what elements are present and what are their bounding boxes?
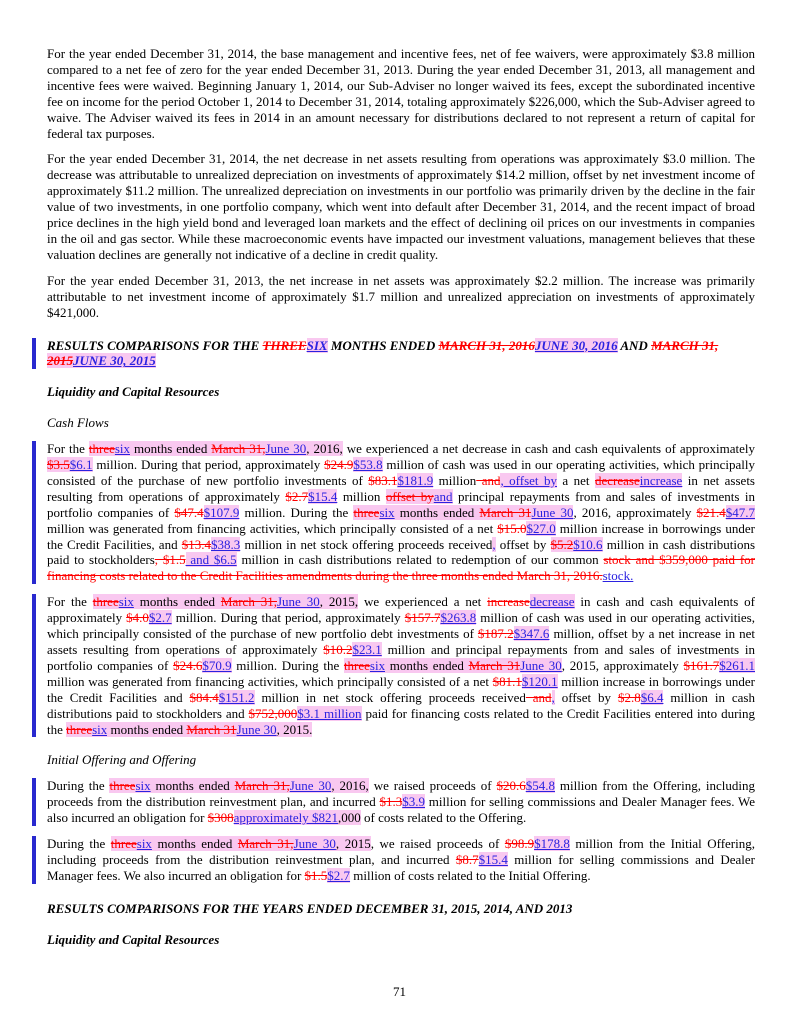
text-run: million. During that period, approximately: [171, 610, 405, 626]
highlighted-text: months ended: [150, 778, 235, 794]
deleted-text: $24.9: [324, 457, 354, 473]
inserted-text: June 30: [520, 657, 562, 673]
inserted-text: $2.7: [327, 867, 351, 883]
deleted-text: $3.5: [47, 457, 70, 473]
inserted-text: approximately $821: [233, 810, 338, 826]
deleted-text: $752,000: [248, 705, 298, 721]
deleted-text: March 31: [479, 504, 532, 520]
inserted-text: stock.: [602, 568, 634, 584]
text-run: For the year ended December 31, 2013, the net increase in net assets was approximately $2.2 million. The increase was primarily attributable to net investment income of approximately $1.7 million and unrealized appreciation on investments of approximately $421,000.: [47, 272, 755, 320]
deleted-text: THREE: [262, 337, 307, 353]
para-offering-2016: [32, 778, 755, 826]
text-run: million for selling commissions and Dealer Manager fees. We also incurred an obligation for: [47, 794, 755, 826]
text-run: For the year ended December 31, 2014, the base management and incentive fees, net of fee waivers, were approximately $3.8 million compared to a net fee of zero for the year ended December 31, 2013. During the year ended December 31, 2013, all management and incentive fees were waived. Beginning January 1, 2014, our Sub-Adviser no longer waived its fees, except the subordinated incentive fee on income for the period October 1, 2014 to December 31, 2014, totaling approximately $226,000, which the Sub-Adviser agreed to waive. The Adviser waived its fees in 2014 in an amount necessary for distributions declared to not represent a return of capital for federal tax purposes.: [47, 46, 755, 141]
text-run: RESULTS COMPARISONS FOR THE: [47, 337, 263, 353]
highlighted-text: , 2016,: [306, 441, 343, 457]
page-number: 71: [393, 984, 406, 999]
inserted-text: , offset by: [500, 472, 557, 488]
heading-liquidity-capital-resources: [47, 384, 755, 400]
inserted-text: $151.2: [218, 689, 255, 705]
text-run: million was generated from financing activities, which principally consisted of a net: [47, 520, 498, 536]
text-run: , 2015, approximately: [561, 657, 684, 673]
deleted-text: $187.2: [477, 626, 514, 642]
text-run: million increase in borrowings under the Credit Facilities and: [47, 673, 755, 705]
inserted-text: June 30: [265, 441, 307, 457]
deleted-text: $2.7: [285, 488, 309, 504]
inserted-text: $347.6: [513, 626, 550, 642]
deleted-text: $98.9: [504, 836, 535, 852]
text-run: we experienced a net decrease in cash and cash equivalents of approximately: [342, 441, 755, 457]
inserted-text: $2.7: [148, 610, 172, 626]
inserted-text: ,: [551, 689, 555, 705]
text-run: MONTHS ENDED: [327, 337, 439, 353]
text-run: million. During the: [231, 657, 344, 673]
deleted-text: and: [476, 472, 501, 488]
text-run: million and principal repayments from and sales of investments in portfolio companies of: [47, 642, 755, 673]
deleted-text: stock and $359,000 paid for financing costs related to the Credit Facilities amendments during the three months ended March 31, 2016.: [47, 552, 755, 584]
text-run: During the: [47, 778, 110, 794]
inserted-text: $15.4: [308, 488, 338, 504]
text-run: During the: [47, 836, 111, 852]
highlighted-text: , 2016,: [331, 778, 369, 794]
deleted-text: three: [66, 721, 93, 737]
para-cash-flows-2016: [32, 441, 755, 584]
inserted-text: June 30: [531, 504, 574, 520]
text-run: Liquidity and Capital Resources: [47, 384, 220, 400]
text-run: in net assets resulting from operations of approximately: [47, 472, 755, 504]
deleted-text: March 31: [468, 657, 521, 673]
inserted-text: June 30: [289, 778, 332, 794]
deleted-text: $24.6: [173, 657, 203, 673]
highlighted-text: months ended: [133, 594, 221, 610]
text-run: Initial Offering and Offering: [47, 752, 197, 768]
text-run: Liquidity and Capital Resources: [47, 931, 220, 947]
deleted-text: decrease: [594, 472, 640, 488]
text-run: paid for financing costs related to the Credit Facilities entered into during the: [47, 705, 756, 737]
heading-liquidity-capital-resources-2: [47, 932, 755, 948]
highlighted-text: months ended: [394, 504, 480, 520]
text-run: For the: [47, 441, 89, 457]
text-run: million in cash distributions paid to stockholders and: [47, 689, 755, 721]
inserted-text: $261.1: [719, 657, 755, 673]
inserted-text: $53.8: [353, 457, 383, 473]
text-run: million from the Offering, including proceeds from the distribution reinvestment plan, and incurred: [47, 778, 755, 810]
text-run: For the: [47, 594, 93, 610]
deleted-text: 2015: [47, 353, 73, 369]
text-run: of costs related to the Offering.: [360, 810, 527, 826]
inserted-text: $70.9: [202, 657, 232, 673]
highlighted-text: , 2015,: [319, 594, 359, 610]
deleted-text: , $1.5: [154, 552, 186, 568]
deleted-text: March 31,: [234, 778, 290, 794]
inserted-text: $47.7: [725, 504, 755, 520]
inserted-text: June 30: [276, 594, 320, 610]
deleted-text: and: [525, 689, 552, 705]
deleted-text: $2.8: [617, 689, 641, 705]
text-run: we experienced a net: [358, 594, 488, 610]
text-run: we raised proceeds of: [368, 778, 497, 794]
inserted-text: $3.9: [402, 794, 426, 810]
deleted-text: $8.7: [455, 851, 479, 867]
text-run: million increase in borrowings under the Credit Facilities, and: [47, 520, 755, 552]
highlighted-text: months ended: [130, 441, 212, 457]
deleted-text: MARCH 31,: [651, 337, 719, 353]
deleted-text: $84.4: [189, 689, 219, 705]
inserted-text: June 30: [293, 836, 336, 852]
inserted-text: SIX: [306, 337, 328, 353]
deleted-text: three: [343, 657, 370, 673]
deleted-text: March 31,: [237, 836, 294, 852]
inserted-text: $263.8: [440, 610, 477, 626]
deleted-text: MARCH 31, 2016: [438, 337, 535, 353]
inserted-text: $6.4: [640, 689, 664, 705]
inserted-text: decrease: [529, 594, 575, 610]
text-run: million for selling commissions and Dealer Manager fees. We also incurred an obligation for: [47, 851, 755, 883]
text-run: RESULTS COMPARISONS FOR THE YEARS ENDED DECEMBER 31, 2015, 2014, AND 2013: [47, 900, 573, 916]
inserted-text: increase: [639, 472, 683, 488]
para-net-increase-2013: [47, 273, 755, 321]
inserted-text: and: [433, 488, 453, 504]
document-body: [47, 46, 755, 948]
text-run: million was generated from financing activities, which principally consisted of a net: [47, 673, 493, 689]
inserted-text: $181.9: [397, 472, 434, 488]
deleted-text: $161.7: [683, 657, 720, 673]
deleted-text: March 31,: [220, 594, 277, 610]
inserted-text: ,: [492, 536, 496, 552]
inserted-text: $178.8: [534, 836, 570, 852]
deleted-text: $15.0: [497, 520, 527, 536]
para-net-decrease-2014: [47, 151, 755, 262]
text-run: a net: [556, 472, 595, 488]
text-run: million of cash was used in our operating activities, which principally consisted of the purchase of new portfolio investments of: [47, 457, 755, 488]
heading-cash-flows: [47, 415, 755, 431]
para-cash-flows-2015: [32, 594, 755, 737]
text-run: million. During the: [239, 504, 354, 520]
inserted-text: $15.4: [478, 851, 508, 867]
inserted-text: $27.0: [526, 520, 556, 536]
deleted-text: offset by: [385, 488, 434, 504]
text-run: Cash Flows: [47, 415, 109, 431]
inserted-text: $3.1 million: [297, 705, 362, 721]
text-run: For the year ended December 31, 2014, the net decrease in net assets resulting from operations was approximately $3.0 million. The decrease was attributable to unrealized depreciation on investments of approximately $14.2 million, offset by net investment income of approximately $11.2 million. The unrealized depreciation on investments in our portfolio was primarily driven by the decline in the fair value of two investments, in one portfolio company, which went into default after December 31, 2014, and the recent impact of broad price declines in the high yield bond and leveraged loan markets and the effect of declining oil prices on our investments in companies in the oil and gas sector. While these macroeconomic events have impacted our investment valuations, management believes that these valuation declines are generally not indicative of a decline in credit quality.: [47, 151, 755, 262]
text-run: million of cash was used in our operating activities, which principally consisted of the purchase of new portfolio debt investments of: [47, 610, 755, 642]
inserted-text: six: [136, 836, 152, 852]
text-run: million in cash distributions paid to stockholders: [47, 536, 755, 568]
highlighted-text: , 2015: [335, 836, 371, 852]
inserted-text: $6.1: [69, 457, 93, 473]
deleted-text: $21.4: [696, 504, 726, 520]
deleted-text: increase: [487, 594, 530, 610]
para-offering-2015: [32, 836, 755, 884]
heading-initial-offering: [47, 752, 755, 768]
deleted-text: $1.3: [379, 794, 403, 810]
text-run: million in cash distributions related to redemption of our common: [236, 552, 604, 568]
deleted-text: $4.0: [126, 610, 149, 626]
text-run: million: [337, 488, 386, 504]
text-run: million in net stock offering proceeds received: [254, 689, 526, 705]
inserted-text: $54.8: [525, 778, 555, 794]
heading-results-six-months: [32, 338, 755, 370]
deleted-text: $1.5: [304, 867, 328, 883]
text-run: million from the Initial Offering, including proceeds from the distribution reinvestment plan, and incurred: [47, 836, 755, 867]
deleted-text: three: [109, 778, 136, 794]
deleted-text: three: [353, 504, 380, 520]
deleted-text: $20.6: [496, 778, 526, 794]
inserted-text: six: [369, 657, 386, 673]
deleted-text: three: [92, 594, 119, 610]
para-fees-2014: [47, 46, 755, 141]
inserted-text: JUNE 30, 2015: [73, 353, 156, 369]
text-run: million. During that period, approximately: [92, 457, 325, 473]
inserted-text: $23.1: [352, 642, 382, 657]
deleted-text: $5.2: [550, 536, 574, 552]
deleted-text: $157.7: [404, 610, 441, 626]
text-run: in cash and cash equivalents of approximately: [47, 594, 755, 626]
text-run: million in net stock offering proceeds received: [240, 536, 493, 552]
text-run: million, offset by a net increase in net assets resulting from operations of approximately: [47, 626, 755, 657]
text-run: AND: [617, 337, 652, 353]
inserted-text: $107.9: [203, 504, 240, 520]
deleted-text: $47.4: [174, 504, 204, 520]
highlighted-text: , 2015.: [276, 721, 313, 737]
text-run: offset by: [495, 536, 551, 552]
heading-results-years: [47, 901, 755, 917]
highlighted-text: ,000: [338, 810, 361, 826]
text-run: , 2016, approximately: [573, 504, 697, 520]
deleted-text: $308: [207, 810, 234, 826]
deleted-text: $81.1: [492, 673, 522, 689]
highlighted-text: months ended: [107, 721, 187, 737]
inserted-text: JUNE 30, 2016: [534, 337, 618, 353]
deleted-text: March 31: [186, 721, 237, 737]
deleted-text: $13.4: [181, 536, 212, 552]
inserted-text: six: [379, 504, 395, 520]
deleted-text: March 31,: [211, 441, 266, 457]
text-run: , we raised proceeds of: [370, 836, 505, 852]
text-run: million of costs related to the Initial Offering.: [350, 867, 591, 883]
deleted-text: $10.2: [323, 642, 353, 657]
text-run: principal repayments from and sales of investments in portfolio companies of: [47, 488, 756, 520]
inserted-text: $38.3: [211, 536, 241, 552]
text-run: million: [433, 472, 477, 488]
deleted-text: $83.1: [368, 472, 398, 488]
deleted-text: three: [88, 441, 115, 457]
inserted-text: six: [135, 778, 151, 794]
inserted-text: $10.6: [573, 536, 603, 552]
inserted-text: six: [114, 441, 131, 457]
inserted-text: June 30: [236, 721, 277, 737]
inserted-text: $120.1: [521, 673, 558, 689]
inserted-text: six: [92, 721, 108, 737]
text-run: offset by: [554, 689, 618, 705]
inserted-text: six: [118, 594, 134, 610]
inserted-text: and $6.5: [185, 552, 237, 568]
highlighted-text: months ended: [385, 657, 469, 673]
highlighted-text: months ended: [151, 836, 238, 852]
deleted-text: three: [110, 836, 137, 852]
